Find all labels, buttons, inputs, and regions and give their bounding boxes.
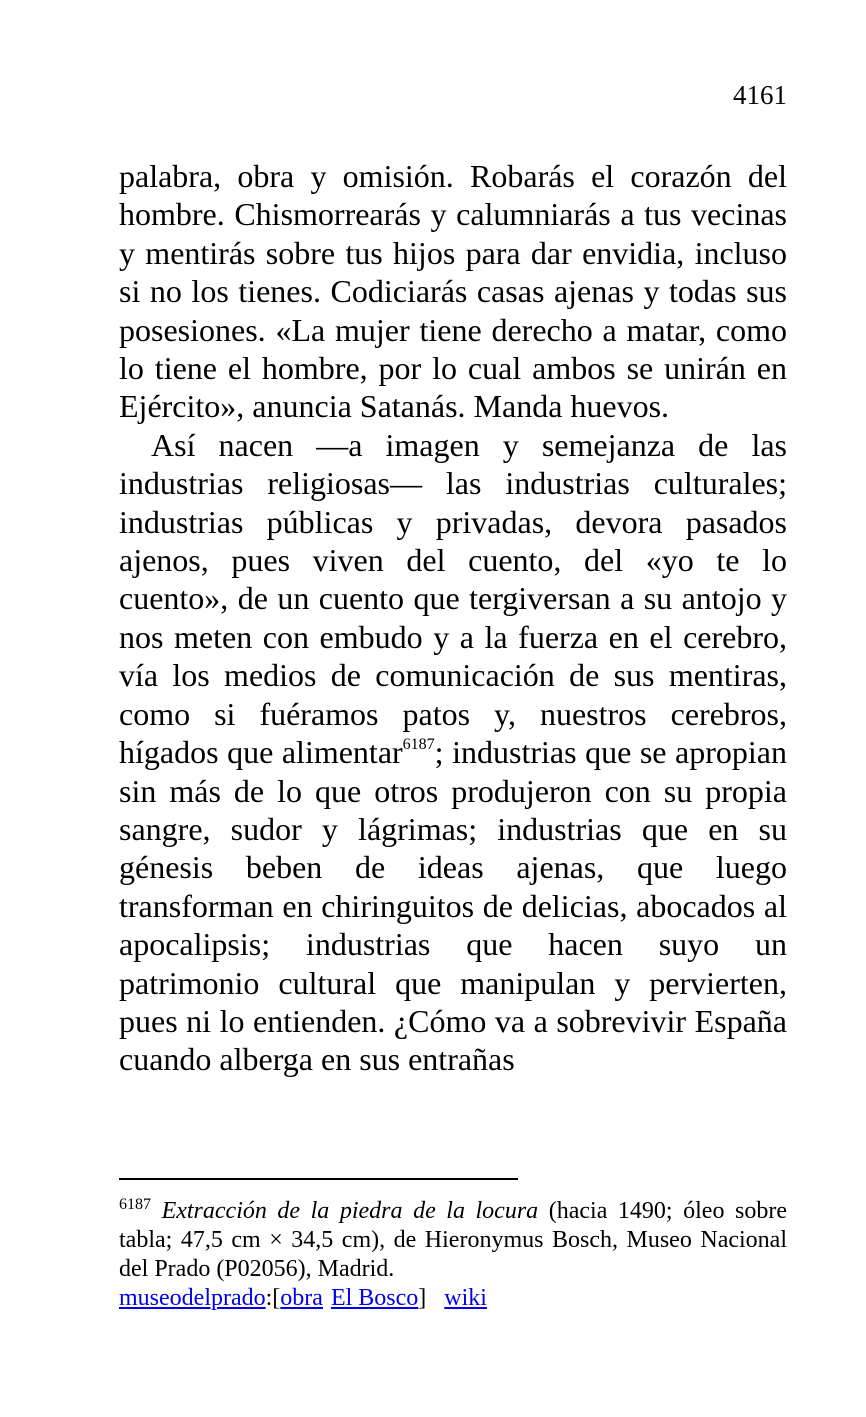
- footnote-reference[interactable]: 6187: [402, 736, 435, 754]
- page-number: 4161: [733, 80, 787, 110]
- main-text: [119, 157, 787, 1079]
- footnote-number: 6187: [119, 1196, 151, 1213]
- museodelprado-link[interactable]: museodelprado: [119, 1285, 266, 1311]
- artwork-title: Extracción de la piedra de la locura: [161, 1198, 539, 1224]
- footnote-separator: [119, 1178, 518, 1180]
- paragraph-2-part-2: ; industrias que se apropian sin más de lo que otros produjeron con su propia sangre, sudor y lágrimas; industrias que en su génesis beben de ideas ajenas, que luego transforman en chiringuitos de delicias, abocados al apocalipsis; industrias que hacen suyo un patrimonio cultural que manipulan y pervierten, pues ni lo entienden. ¿Cómo va a sobrevivir España cuando alberga en sus entrañas: [119, 734, 787, 1078]
- link-separator-open: :[: [265, 1285, 281, 1311]
- obra-link[interactable]: obra: [280, 1285, 323, 1311]
- footnote-description: (hacia 1490; óleo sobre tabla; 47,5 cm × 34,5 cm), de Hieronymus Bosch, Museo Nacional del Prado (P02056), Madrid.: [119, 1198, 787, 1282]
- footnote-links: [119, 1284, 787, 1313]
- footnote-text: [119, 1197, 787, 1284]
- paragraph-1: palabra, obra y omisión. Robarás el corazón del hombre. Chismorrearás y calumniarás a tus vecinas y mentirás sobre tus hijos para dar envidia, incluso si no los tienes. Codiciarás casas ajenas y todas sus posesiones. «La mujer tiene derecho a matar, como lo tiene el hombre, por lo cual ambos se unirán en Ejército», anuncia Satanás. Manda huevos.: [119, 158, 787, 425]
- el-bosco-link[interactable]: El Bosco: [330, 1285, 419, 1311]
- footnote: [119, 1197, 787, 1313]
- link-separator-close: ]: [418, 1285, 427, 1311]
- paragraph-2-part-1: Así nacen —a imagen y semejanza de las industrias religiosas— las industrias culturales; industrias públicas y privadas, devora pasados ajenos, pues viven del cuento, del «yo te lo cuento», de un cuento que tergiversan a su antojo y nos meten con embudo y a la fuerza en el cerebro, vía los medios de comunicación de sus mentiras, como si fuéramos patos y, nuestros cerebros, hígados que alimentar: [119, 426, 787, 771]
- wiki-link[interactable]: wiki: [444, 1285, 487, 1311]
- paragraph-2: [119, 426, 787, 1079]
